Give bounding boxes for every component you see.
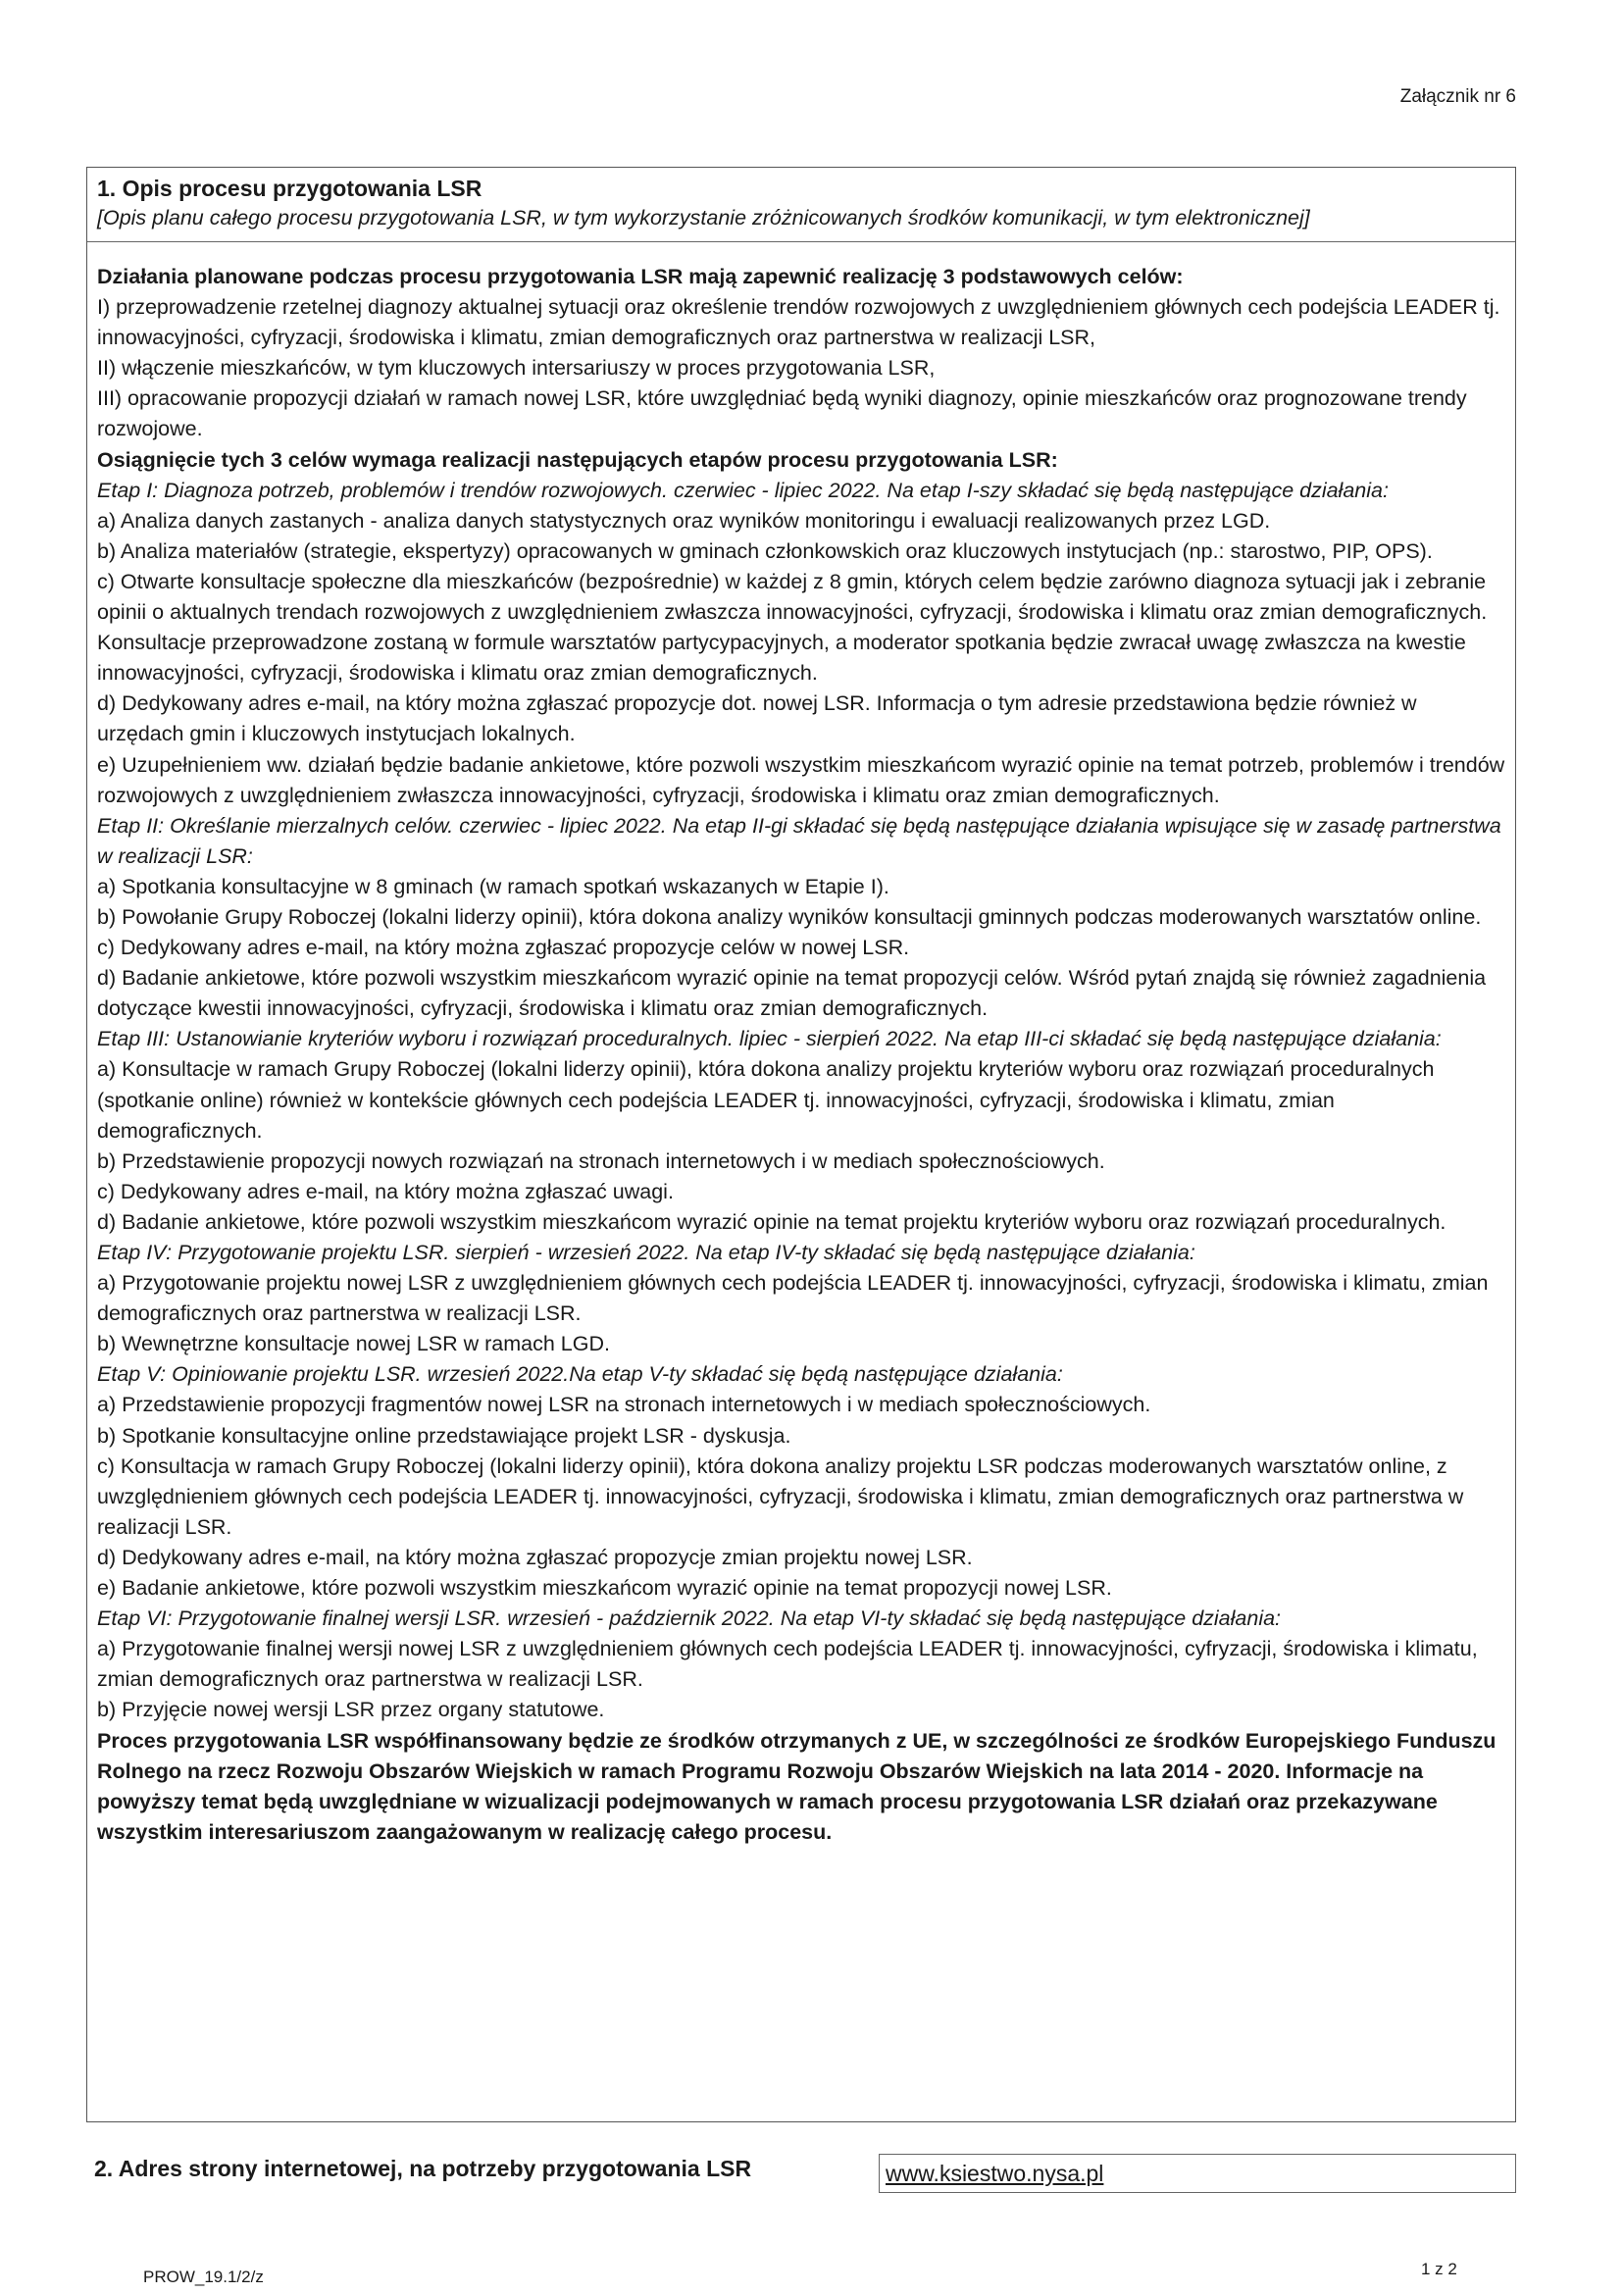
website-link[interactable]: www.ksiestwo.nysa.pl — [879, 2154, 1516, 2193]
section1-paragraph: Etap I: Diagnoza potrzeb, problemów i trendów rozwojowych. czerwiec - lipiec 2022. Na etap I-szy składać się będą następujące działania: — [97, 478, 1389, 502]
section1-paragraph: Osiągnięcie tych 3 celów wymaga realizacji następujących etapów procesu przygotowania LSR: — [97, 447, 1058, 472]
section1-title: 1. Opis procesu przygotowania LSR — [97, 176, 482, 201]
section1-paragraph: I) przeprowadzenie rzetelnej diagnozy aktualnej sytuacji oraz określenie trendów rozwojowych z uwzględnieniem głównych cech podejścia LEADER tj. innowacyjności, cyfryzacji, środowiska i klimatu, zmian demograficznych oraz partnerstwa w realizacji LSR, — [97, 295, 1500, 350]
section1-paragraph: b) Wewnętrzne konsultacje nowej LSR w ramach LGD. — [97, 1332, 610, 1356]
section1-paragraph: a) Spotkania konsultacyjne w 8 gminach (w ramach spotkań wskazanych w Etapie I). — [97, 874, 889, 898]
attachment-label: Załącznik nr 6 — [1399, 86, 1516, 107]
section1-paragraph: a) Konsultacje w ramach Grupy Roboczej (lokalni liderzy opinii), która dokona analizy projektu kryteriów wyboru oraz rozwiązań proceduralnych (spotkanie online) również w kontekście głównych cech podejścia LEADER tj. innowacyjności, cyfryzacji, środowiska i klimatu, zmian demograficznych. — [97, 1057, 1435, 1143]
section1-paragraph: b) Przyjęcie nowej wersji LSR przez organy statutowe. — [97, 1698, 605, 1722]
section1-paragraph: b) Powołanie Grupy Roboczej (lokalni liderzy opinii), która dokona analizy wyników konsultacji gminnych podczas moderowanych warsztatów online. — [97, 904, 1482, 929]
section1-paragraph: Działania planowane podczas procesu przygotowania LSR mają zapewnić realizację 3 podstawowych celów: — [97, 265, 1184, 288]
section1-paragraph: a) Przygotowanie projektu nowej LSR z uwzględnieniem głównych cech podejścia LEADER tj. innowacyjności, cyfryzacji, środowiska i klimatu, zmian demograficznych oraz partnerstwa w realizacji LSR. — [97, 1271, 1489, 1326]
section1-body — [87, 242, 1515, 1848]
section1-box — [86, 167, 1516, 2122]
section1-paragraph: c) Konsultacja w ramach Grupy Roboczej (lokalni liderzy opinii), która dokona analizy projektu LSR podczas moderowanych warsztatów online, z uwzględnieniem głównych cech podejścia LEADER tj. innowacyjności, cyfryzacji, środowiska i klimatu, zmian demograficznych oraz partnerstwa w realizacji LSR. — [97, 1453, 1464, 1539]
section1-paragraph: a) Analiza danych zastanych - analiza danych statystycznych oraz wyników monitoringu i ewaluacji realizowanych przez LGD. — [97, 508, 1271, 533]
section1-paragraph: a) Przygotowanie finalnej wersji nowej LSR z uwzględnieniem głównych cech podejścia LEADER tj. innowacyjności, cyfryzacji, środowiska i klimatu, zmian demograficznych oraz partnerstwa w realizacji LSR. — [97, 1637, 1478, 1692]
section1-paragraph: Proces przygotowania LSR współfinansowany będzie ze środków otrzymanych z UE, w szczególności ze środków Europejskiego Funduszu Rolnego na rzecz Rozwoju Obszarów Wiejskich w ramach Programu Rozwoju Obszarów Wiejskich na lata 2014 - 2020. Informacje na powyższy temat będą uwzględniane w wizualizacji podejmowanych w ramach procesu przygotowania LSR działań oraz przekazywane wszystkim interesariuszom zaangażowanym w realizację całego procesu. — [97, 1728, 1497, 1844]
section1-paragraph: c) Otwarte konsultacje społeczne dla mieszkańców (bezpośrednie) w każdej z 8 gmin, których celem będzie zarówno diagnoza sytuacji jak i zebranie opinii o aktualnych trendach rozwojowych z uwzględnieniem zwłaszcza innowacyjności, cyfryzacji, środowiska i klimatu oraz zmian demograficznych. Konsultacje przeprowadzone zostaną w formule warsztatów partycypacyjnych, a moderator spotkania będzie zwracał uwagę zwłaszcza na kwestie innowacyjności, cyfryzacji, środowiska i klimatu oraz zmian demograficznych. — [97, 569, 1488, 686]
section1-paragraph: Etap III: Ustanowianie kryteriów wyboru i rozwiązań proceduralnych. lipiec - sierpień 2022. Na etap III-ci składać się będą następujące działania: — [97, 1027, 1442, 1051]
form-code: PROW_19.1/2/z — [143, 2268, 264, 2286]
section1-header — [87, 168, 1515, 242]
section1-paragraph: Etap V: Opiniowanie projektu LSR. wrzesień 2022.Na etap V-ty składać się będą następujące działania: — [97, 1362, 1063, 1387]
section1-paragraph: b) Spotkanie konsultacyjne online przedstawiające projekt LSR - dyskusja. — [97, 1423, 791, 1448]
section1-paragraph: b) Analiza materiałów (strategie, ekspertyzy) opracowanych w gminach członkowskich oraz kluczowych instytucjach (np.: starostwo, PIP, OPS). — [97, 538, 1433, 563]
section1-paragraph: II) włączenie mieszkańców, w tym kluczowych intersariuszy w proces przygotowania LSR, — [97, 356, 936, 381]
section1-paragraph: e) Badanie ankietowe, które pozwoli wszystkim mieszkańcom wyrazić opinie na temat propozycji nowej LSR. — [97, 1576, 1112, 1601]
section2-label: 2. Adres strony internetowej, na potrzeby przygotowania LSR — [94, 2156, 752, 2181]
section1-paragraph: Etap VI: Przygotowanie finalnej wersji LSR. wrzesień - październik 2022. Na etap VI-ty składać się będą następujące działania: — [97, 1606, 1282, 1631]
section1-paragraph: d) Dedykowany adres e-mail, na który można zgłaszać propozycje dot. nowej LSR. Informacja o tym adresie przedstawiona będzie również w urzędach gmin i kluczowych instytucjach lokalnych. — [97, 691, 1417, 746]
section1-paragraph: d) Badanie ankietowe, które pozwoli wszystkim mieszkańcom wyrazić opinie na temat propozycji celów. Wśród pytań znajdą się również zagadnienia dotyczące kwestii innowacyjności, cyfryzacji, środowiska i klimatu oraz zmian demograficznych. — [97, 966, 1487, 1021]
section1-paragraph: c) Dedykowany adres e-mail, na który można zgłaszać propozycje celów w nowej LSR. — [97, 936, 910, 960]
section1-paragraph: a) Przedstawienie propozycji fragmentów nowej LSR na stronach internetowych i w mediach społecznościowych. — [97, 1393, 1151, 1417]
section1-paragraph: d) Dedykowany adres e-mail, na który można zgłaszać propozycje zmian projektu nowej LSR. — [97, 1545, 973, 1569]
section1-paragraph: e) Uzupełnieniem ww. działań będzie badanie ankietowe, które pozwoli wszystkim mieszkańcom wyrazić opinie na temat potrzeb, problemów i trendów rozwojowych z uwzględnieniem zwłaszcza innowacyjności, cyfryzacji, środowiska i klimatu oraz zmian demograficznych. — [97, 752, 1505, 807]
section1-paragraph: Etap II: Określanie mierzalnych celów. czerwiec - lipiec 2022. Na etap II-gi składać się będą następujące działania wpisujące się w zasadę partnerstwa w realizacji LSR: — [97, 813, 1501, 868]
section1-subtitle: [Opis planu całego procesu przygotowania LSR, w tym wykorzystanie zróżnicowanych środków komunikacji, w tym elektronicznej] — [97, 206, 1310, 229]
section1-paragraph: c) Dedykowany adres e-mail, na który można zgłaszać uwagi. — [97, 1179, 674, 1203]
section1-paragraph: III) opracowanie propozycji działań w ramach nowej LSR, które uwzględniać będą wyniki diagnozy, opinie mieszkańców oraz prognozowane trendy rozwojowe. — [97, 386, 1467, 441]
section1-paragraph: b) Przedstawienie propozycji nowych rozwiązań na stronach internetowych i w mediach społecznościowych. — [97, 1148, 1105, 1173]
section1-paragraph: d) Badanie ankietowe, które pozwoli wszystkim mieszkańcom wyrazić opinie na temat projektu kryteriów wyboru oraz rozwiązań proceduralnych. — [97, 1209, 1446, 1234]
section1-paragraph: Etap IV: Przygotowanie projektu LSR. sierpień - wrzesień 2022. Na etap IV-ty składać się będą następujące działania: — [97, 1241, 1195, 1264]
page-number: 1 z 2 — [1421, 2260, 1457, 2278]
